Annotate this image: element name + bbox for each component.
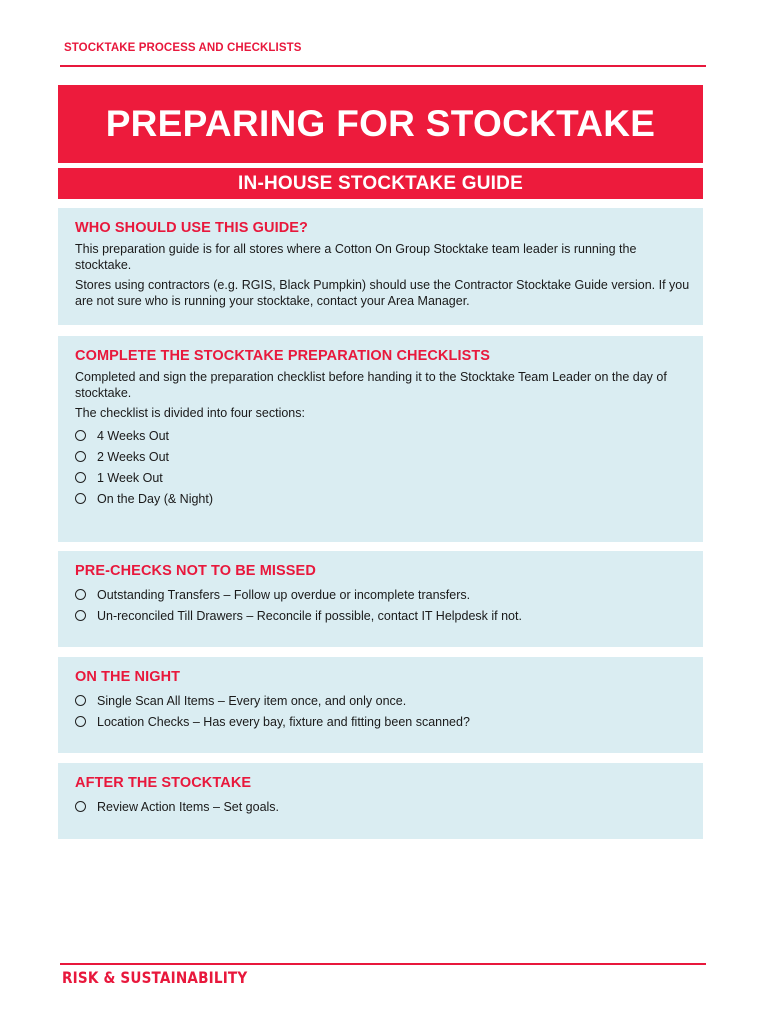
checklist: [75, 796, 691, 817]
radio-circle-icon: [75, 451, 86, 462]
checklist-item: [75, 467, 691, 488]
radio-circle-icon: [75, 472, 86, 483]
checklist: [75, 690, 691, 732]
checklist-item-label: 4 Weeks Out: [97, 428, 170, 443]
checklist-item-label: Location Checks – Has every bay, fixture and fitting been scanned?: [97, 714, 470, 729]
checklist-item: [75, 711, 691, 732]
checklist-item-label: Review Action Items – Set goals.: [97, 799, 280, 814]
page-subtitle: IN-HOUSE STOCKTAKE GUIDE: [58, 168, 703, 199]
checklist-item: [75, 690, 691, 711]
header-divider: [60, 65, 706, 67]
section-pre-checks: [58, 551, 703, 647]
checklist-item-label: Single Scan All Items – Every item once, and only once.: [97, 693, 407, 708]
checklist-item: [75, 446, 691, 467]
checklist: [75, 425, 691, 509]
section-paragraph: Completed and sign the preparation checklist before handing it to the Stocktake Team Leader on the day of stocktake.: [75, 370, 667, 400]
footer-divider: [60, 963, 706, 965]
radio-circle-icon: [75, 695, 86, 706]
radio-circle-icon: [75, 589, 86, 600]
section-after-stocktake: [58, 763, 703, 839]
checklist: [75, 584, 691, 626]
section-who-should-use: [58, 208, 703, 325]
document-header-label: STOCKTAKE PROCESS AND CHECKLISTS: [64, 42, 302, 54]
section-heading: ON THE NIGHT: [75, 669, 181, 685]
section-paragraph: This preparation guide is for all stores where a Cotton On Group Stocktake team leader is running the stocktake.: [75, 242, 637, 272]
section-heading: AFTER THE STOCKTAKE: [75, 775, 252, 791]
checklist-item: [75, 796, 691, 817]
radio-circle-icon: [75, 801, 86, 812]
checklist-item: [75, 605, 691, 626]
checklist-item: [75, 425, 691, 446]
section-paragraph: The checklist is divided into four sections:: [75, 406, 305, 420]
checklist-item: [75, 584, 691, 605]
section-heading: PRE-CHECKS NOT TO BE MISSED: [75, 563, 316, 579]
section-heading: WHO SHOULD USE THIS GUIDE?: [75, 220, 308, 236]
checklist-item-label: On the Day (& Night): [97, 491, 214, 506]
footer-label: RISK & SUSTAINABILITY: [62, 968, 248, 987]
radio-circle-icon: [75, 493, 86, 504]
radio-circle-icon: [75, 610, 86, 621]
checklist-item: [75, 488, 691, 509]
checklist-item-label: Un-reconciled Till Drawers – Reconcile if possible, contact IT Helpdesk if not.: [97, 608, 522, 623]
section-preparation-checklists: [58, 336, 703, 542]
page-title: PREPARING FOR STOCKTAKE: [58, 85, 703, 163]
radio-circle-icon: [75, 430, 86, 441]
section-paragraph: Stores using contractors (e.g. RGIS, Black Pumpkin) should use the Contractor Stocktake Guide version. If you are not sure who is running your stocktake, contact your Area Manager.: [75, 278, 690, 308]
checklist-item-label: 1 Week Out: [97, 470, 163, 485]
section-on-the-night: [58, 657, 703, 753]
checklist-item-label: Outstanding Transfers – Follow up overdue or incomplete transfers.: [97, 587, 471, 602]
radio-circle-icon: [75, 716, 86, 727]
section-heading: COMPLETE THE STOCKTAKE PREPARATION CHECKLISTS: [75, 348, 491, 364]
checklist-item-label: 2 Weeks Out: [97, 449, 170, 464]
